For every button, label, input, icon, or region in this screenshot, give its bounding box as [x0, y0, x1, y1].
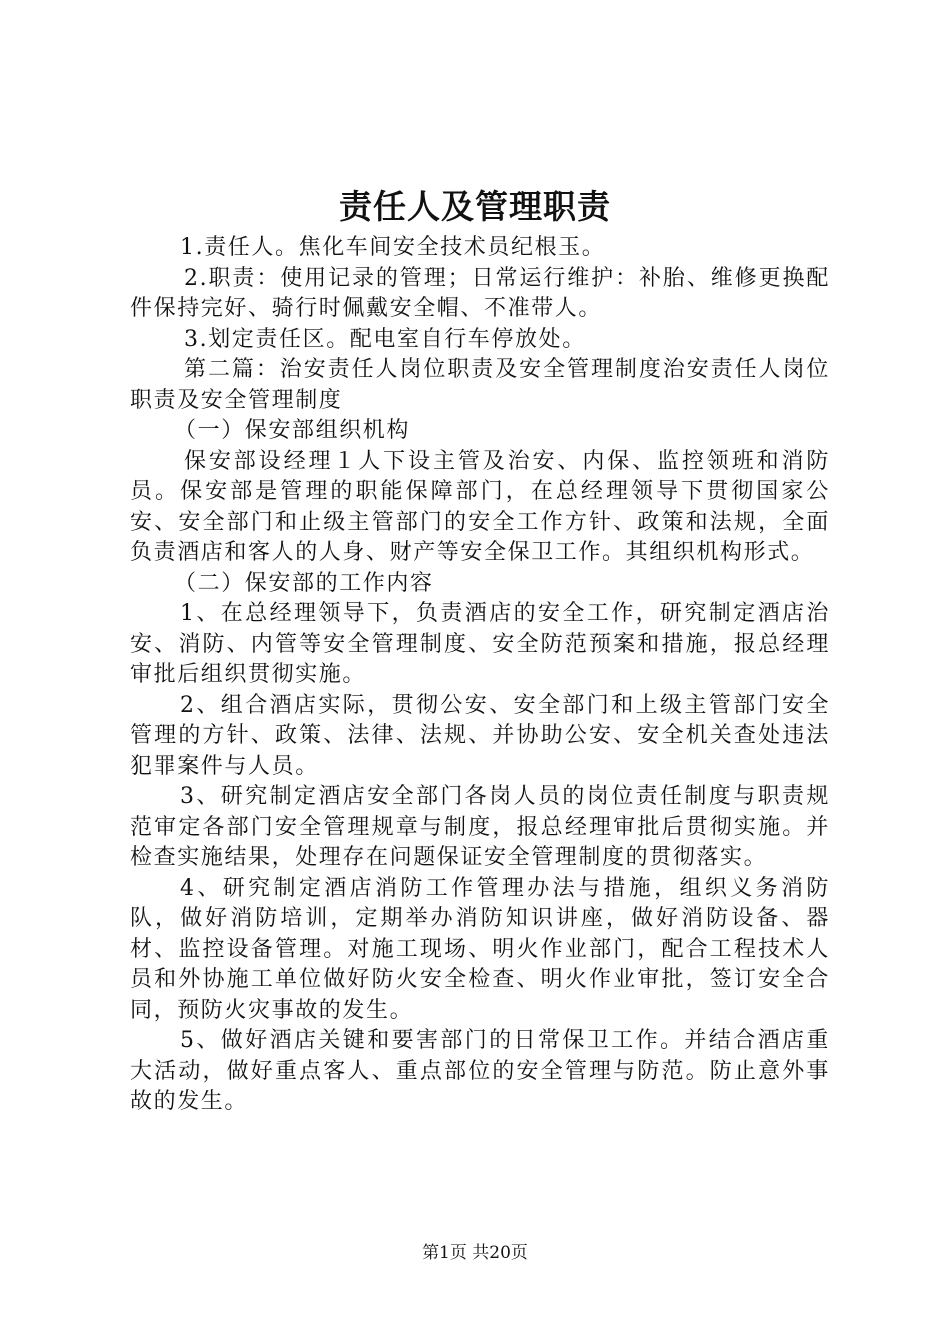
document-body	[130, 233, 830, 1118]
paragraph-responsible-person: 1.责任人。焦化车间安全技术员纪根玉。	[180, 235, 606, 260]
page-number-footer: 第1页 共20页	[422, 1243, 528, 1263]
list-item-work-1: 1、在总经理领导下，负责酒店的安全工作，研究制定酒店治安、消防、内管等安全管理制度、安全防范预案和措施，报总经理审批后组织贯彻实施。	[130, 601, 830, 687]
page-title: 责任人及管理职责	[339, 187, 611, 226]
paragraph-duties: 2.职责：使用记录的管理；日常运行维护：补胎、维修更换配件保持完好、骑行时佩戴安全帽、不准带人。	[130, 265, 830, 321]
list-item-work-4: 4、研究制定酒店消防工作管理办法与措施，组织义务消防队，做好消防培训，定期举办消防知识讲座，做好消防设备、器材、监控设备管理。对施工现场、明火作业部门，配合工程技术人员和外协施工单位做好防火安全检查、明火作业审批，签订安全合同，预防火灾事故的发生。	[130, 875, 830, 1023]
paragraph-chapter-two-heading: 第二篇：治安责任人岗位职责及安全管理制度治安责任人岗位职责及安全管理制度	[130, 357, 830, 413]
list-item-work-5: 5、做好酒店关键和要害部门的日常保卫工作。并结合酒店重大活动，做好重点客人、重点部位的安全管理与防范。防止意外事故的发生。	[130, 1028, 830, 1114]
section-heading-organization: （一）保安部组织机构	[174, 418, 411, 443]
paragraph-responsibility-area: 3.划定责任区。配电室自行车停放处。	[184, 326, 586, 352]
list-item-work-2: 2、组合酒店实际，贯彻公安、安全部门和上级主管部门安全管理的方针、政策、法律、法规、并协助公安、安全机关查处违法犯罪案件与人员。	[130, 692, 830, 779]
section-heading-work-content: （二）保安部的工作内容	[174, 570, 434, 596]
list-item-work-3: 3、研究制定酒店安全部门各岗人员的岗位责任制度与职责规范审定各部门安全管理规章与制度，报总经理审批后贯彻实施。并检查实施结果，处理存在问题保证安全管理制度的贯彻落实。	[130, 784, 830, 870]
paragraph-organization: 保安部设经理１人下设主管及治安、内保、监控领班和消防员。保安部是管理的职能保障部门，在总经理领导下贯彻国家公安、安全部门和止级主管部门的安全工作方针、政策和法规，全面负责酒店和客人的人身、财产等安全保卫工作。其组织机构形式。	[130, 448, 830, 565]
